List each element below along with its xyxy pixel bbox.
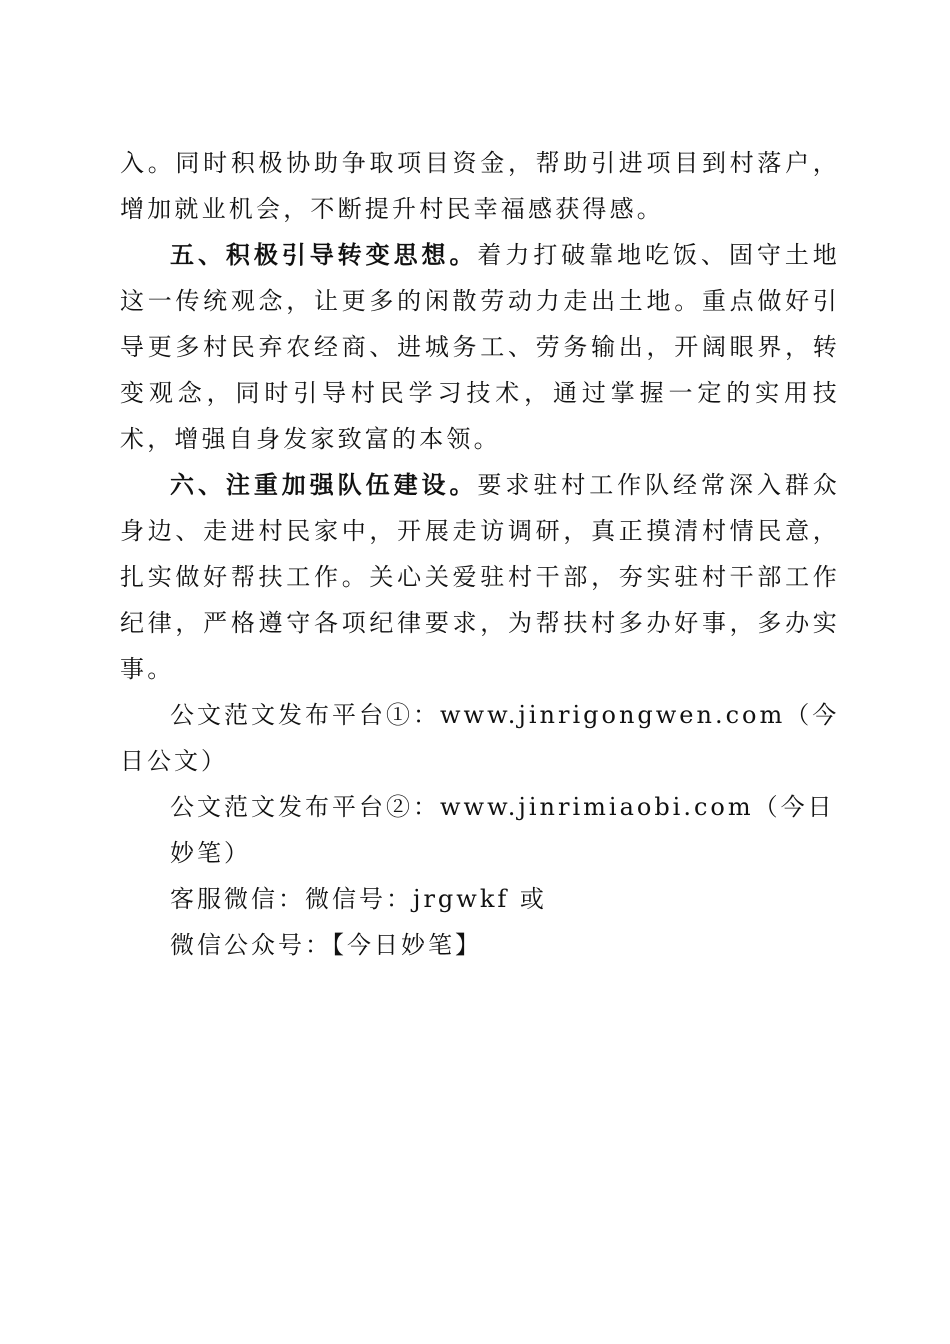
- section-six-heading: 六、注重加强队伍建设。: [170, 471, 478, 499]
- paragraph-section-six: [120, 462, 840, 692]
- customer-service-line: 客服微信：微信号：jrgwkf 或: [170, 885, 547, 913]
- official-account-line: 微信公众号：【今日妙笔】: [170, 931, 482, 959]
- platform-one-line: 公文范文发布平台①：www.jinrigongwen.com（今日公文）: [120, 701, 840, 775]
- section-five-heading: 五、积极引导转变思想。: [170, 241, 478, 269]
- platform-two-line: 公文范文发布平台②：www.jinrimiaobi.com（今日妙笔）: [170, 793, 835, 867]
- paragraph-section-five: [120, 232, 840, 462]
- section-six-text: 要求驻村工作队经常深入群众身边、走进村民家中，开展走访调研，真正摸清村情民意，扎实做好帮扶工作。关心关爱驻村干部，夯实驻村干部工作纪律，严格遵守各项纪律要求，为帮扶村多办好事，多办实事。: [120, 471, 840, 683]
- document-body: [120, 140, 840, 968]
- section-five-text: 着力打破靠地吃饭、固守土地这一传统观念，让更多的闲散劳动力走出土地。重点做好引导更多村民弃农经商、进城务工、劳务输出，开阔眼界，转变观念，同时引导村民学习技术，通过掌握一定的实用技术，增强自身发家致富的本领。: [120, 241, 840, 453]
- paragraph-continuation: 入。同时积极协助争取项目资金，帮助引进项目到村落户，增加就业机会，不断提升村民幸福感获得感。: [120, 149, 840, 223]
